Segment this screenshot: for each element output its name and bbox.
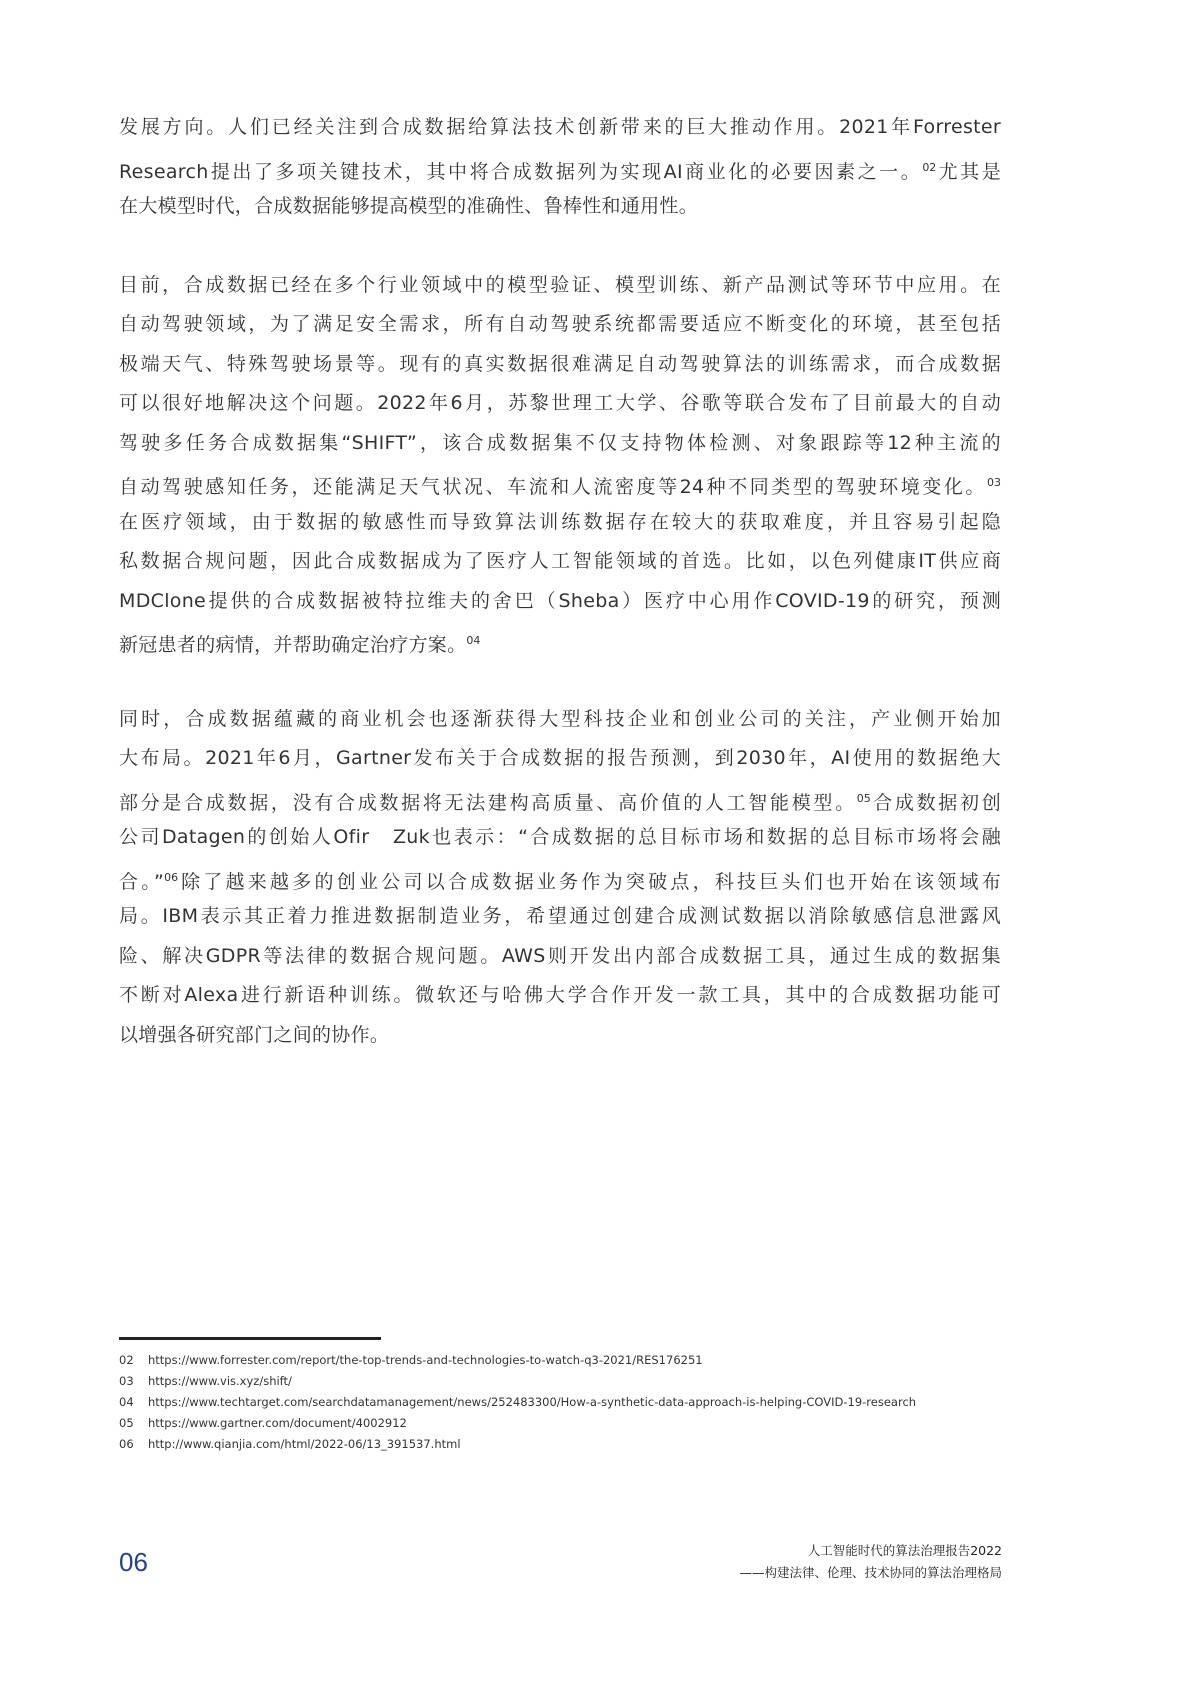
text-segment: 公司Datagen的创始人Ofir Zuk也表示：“合成数据的总目标市场和数据的总目标市场将会融	[119, 826, 1001, 848]
text-segment: 私数据合规问题，因此合成数据成为了医疗人工智能领域的首选。比如，以色列健康IT供应商	[119, 550, 1001, 572]
text-segment: 险、解决GDPR等法律的数据合规问题。AWS则开发出内部合成数据工具，通过生成的数据集	[119, 944, 1001, 967]
text-line	[119, 187, 1001, 227]
text-line	[119, 542, 1001, 582]
text-segment: 合成数据初创	[870, 791, 1001, 814]
text-line	[119, 384, 1001, 424]
text-segment: 同时，合成数据蕴藏的商业机会也逐渐获得大型科技企业和创业公司的关注，产业侧开始加	[119, 707, 1001, 730]
text-line	[119, 463, 1001, 503]
text-line	[119, 779, 1001, 819]
text-segment: 目前，合成数据已经在多个行业领域中的模型验证、模型训练、新产品测试等环节中应用。在	[119, 273, 1001, 296]
paragraph	[119, 108, 1001, 227]
text-line	[119, 305, 1001, 345]
text-line	[119, 503, 1001, 543]
text-segment: 局。IBM表示其正着力推进数据制造业务，希望通过创建合成测试数据以消除敏感信息泄露风	[119, 905, 1001, 927]
text-segment: 发展方向。人们已经关注到合成数据给算法技术创新带来的巨大推动作用。2021年Forrester	[119, 116, 1001, 138]
text-segment: 不断对Alexa进行新语种训练。微软还与哈佛大学合作开发一款工具，其中的合成数据功能可	[119, 984, 1001, 1006]
text-segment: 尤其是	[936, 160, 1002, 183]
text-line	[119, 266, 1001, 306]
paragraph	[119, 700, 1001, 1056]
text-line	[119, 108, 1001, 148]
text-line	[119, 582, 1001, 622]
footnote-ref: 04	[466, 634, 481, 647]
text-segment: 自动驾驶感知任务，还能满足天气状况、车流和人流密度等24种不同类型的驾驶环境变化。	[119, 476, 987, 498]
footnote-number: 03	[119, 1374, 134, 1388]
footnote-number: 02	[119, 1353, 134, 1367]
report-subtitle: ——构建法律、伦理、技术协同的算法治理格局	[739, 1565, 1002, 1580]
text-line	[119, 739, 1001, 779]
footnote-divider	[119, 1337, 381, 1340]
page-number: 06	[119, 1547, 148, 1577]
text-segment: 在医疗领域，由于数据的敏感性而导致算法训练数据存在较大的获取难度，并且容易引起隐	[119, 510, 1001, 533]
footnote-ref: 05	[856, 791, 871, 805]
paragraph	[119, 266, 1001, 661]
text-line	[119, 1016, 1001, 1056]
text-segment: 以增强各研究部门之间的协作。	[119, 1023, 390, 1046]
text-line	[119, 345, 1001, 385]
text-segment: 部分是合成数据，没有合成数据将无法建构高质量、高价值的人工智能模型。	[119, 791, 857, 814]
text-segment: 除了越来越多的创业公司以合成数据业务作为突破点，科技巨头们也开始在该领域布	[178, 870, 1001, 893]
text-segment: 新冠患者的病情，并帮助确定治疗方案。	[119, 634, 467, 656]
footnote-ref: 02	[922, 160, 937, 174]
text-segment: 在大模型时代，合成数据能够提高模型的准确性、鲁棒性和通用性。	[119, 195, 699, 217]
text-line	[119, 818, 1001, 858]
footnote	[119, 1371, 916, 1392]
footnotes	[119, 1350, 916, 1455]
text-line	[119, 621, 1001, 661]
footnote-url[interactable]: https://www.forrester.com/report/the-top-trends-and-technologies-to-watch-q3-2021/RES176251	[148, 1353, 703, 1367]
footnote	[119, 1350, 916, 1371]
footnote-number: 06	[119, 1437, 134, 1451]
report-title: 人工智能时代的算法治理报告2022	[807, 1543, 1002, 1558]
footnote-url[interactable]: https://www.vis.xyz/shift/	[148, 1374, 292, 1388]
footnote	[119, 1413, 916, 1434]
text-segment: Research提出了多项关键技术，其中将合成数据列为实现AI商业化的必要因素之一。	[119, 160, 923, 183]
text-segment: 极端天气、特殊驾驶场景等。现有的真实数据很难满足自动驾驶算法的训练需求，而合成数据	[119, 352, 1001, 375]
text-segment: 可以很好地解决这个问题。2022年6月，苏黎世理工大学、谷歌等联合发布了目前最大的自动	[119, 392, 1001, 414]
text-segment: 驾驶多任务合成数据集“SHIFT”，该合成数据集不仅支持物体检测、对象跟踪等12种主流的	[119, 431, 1001, 454]
footnote	[119, 1434, 916, 1455]
text-segment: 合。”	[119, 870, 165, 893]
text-line	[119, 897, 1001, 937]
footnote-url[interactable]: https://www.gartner.com/document/4002912	[148, 1416, 407, 1430]
text-segment: 大布局。2021年6月，Gartner发布关于合成数据的报告预测，到2030年，AI使用的数据绝大	[119, 747, 1001, 769]
text-line	[119, 424, 1001, 464]
report-title-block	[739, 1540, 1002, 1584]
body-text	[119, 108, 1001, 1094]
footnote-url[interactable]: http://www.qianjia.com/html/2022-06/13_391537.html	[148, 1437, 461, 1451]
footnote-url[interactable]: https://www.techtarget.com/searchdatamanagement/news/252483300/How-a-synthetic-data-approach-is-helping-COVID-19-research	[148, 1395, 917, 1409]
text-line	[119, 858, 1001, 898]
text-line	[119, 148, 1001, 188]
footnote-number: 05	[119, 1416, 134, 1430]
footnote-ref: 03	[987, 476, 1001, 489]
text-line	[119, 976, 1001, 1016]
text-segment: 自动驾驶领域，为了满足安全需求，所有自动驾驶系统都需要适应不断变化的环境，甚至包括	[119, 313, 1001, 335]
text-line	[119, 700, 1001, 740]
footnote-number: 04	[119, 1395, 134, 1409]
footnote	[119, 1392, 916, 1413]
footnote-ref: 06	[164, 870, 179, 884]
text-segment: MDClone提供的合成数据被特拉维夫的舍巴（Sheba）医疗中心用作COVID-19的研究，预测	[119, 589, 1001, 612]
text-line	[119, 937, 1001, 977]
